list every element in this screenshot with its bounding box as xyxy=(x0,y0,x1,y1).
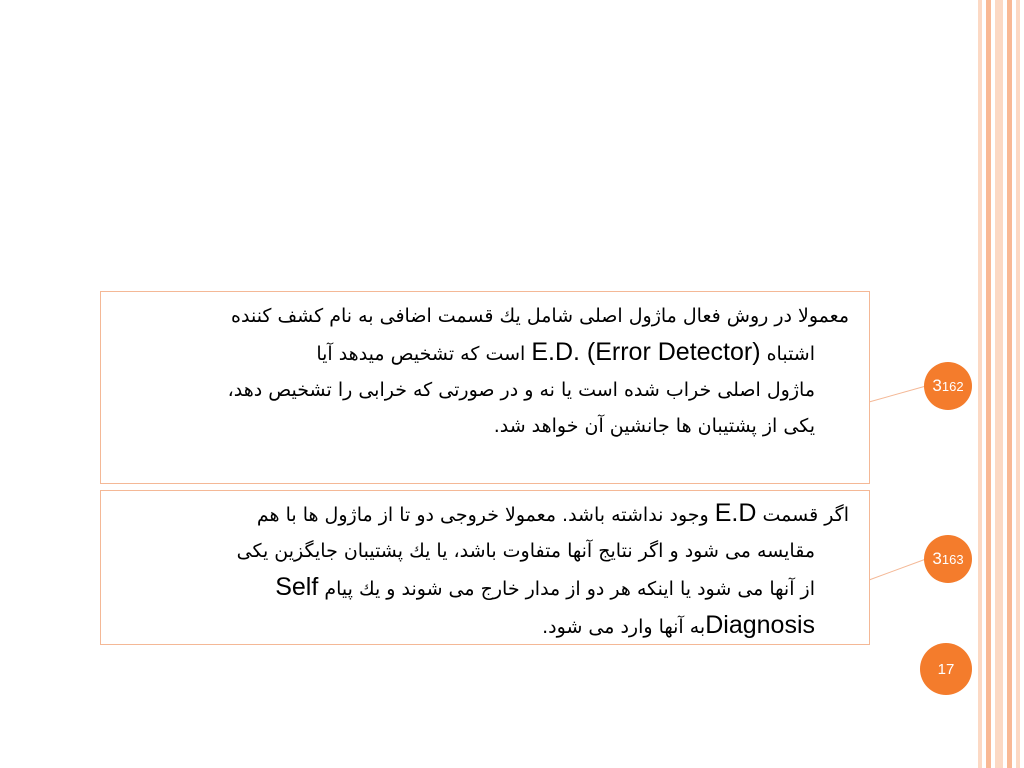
label-circle-1: 3 162 xyxy=(924,362,972,410)
text-box-2 xyxy=(100,490,870,645)
text-box-1 xyxy=(100,291,870,484)
box2-line-1: اگر قسمت E.D وجود نداشته باشد. معمولا خروجی دو تا از ماژول ها با هم xyxy=(256,499,849,527)
box1-line-4: یكی از پشتیبان ها جانشین آن خواهد شد. xyxy=(493,415,815,437)
self-term: Self xyxy=(275,573,319,601)
box1-line-3: ماژول اصلی خراب شده است یا نه و در صورتی كه خرابی را تشخیص دهد، xyxy=(227,379,815,401)
ed-term: E.D xyxy=(714,499,757,527)
error-detector-term: E.D. (Error Detector) xyxy=(531,338,761,366)
box2-line-4: Diagnosisبه آنها وارد می شود. xyxy=(542,611,815,639)
box1-line-1: معمولا در روش فعال ماژول اصلی شامل یك قسمت اضافی به نام كشف كننده xyxy=(231,305,849,327)
page-number: 17 xyxy=(920,643,972,695)
label-circle-2: 3 163 xyxy=(924,535,972,583)
box2-line-3: از آنها می شود یا اینكه هر دو از مدار خارج می شوند و یك پیام Self xyxy=(275,573,815,601)
connector-line-1 xyxy=(869,386,926,402)
box1-line-2: اشتباه E.D. (Error Detector) است كه تشخیص میدهد آیا xyxy=(316,338,815,366)
diagnosis-term: Diagnosis xyxy=(705,611,815,639)
connector-line-2 xyxy=(869,559,926,580)
box2-line-2: مقایسه می شود و اگر نتایج آنها متفاوت باشد، یا یك پشتیبان جایگزین یكی xyxy=(236,540,815,562)
